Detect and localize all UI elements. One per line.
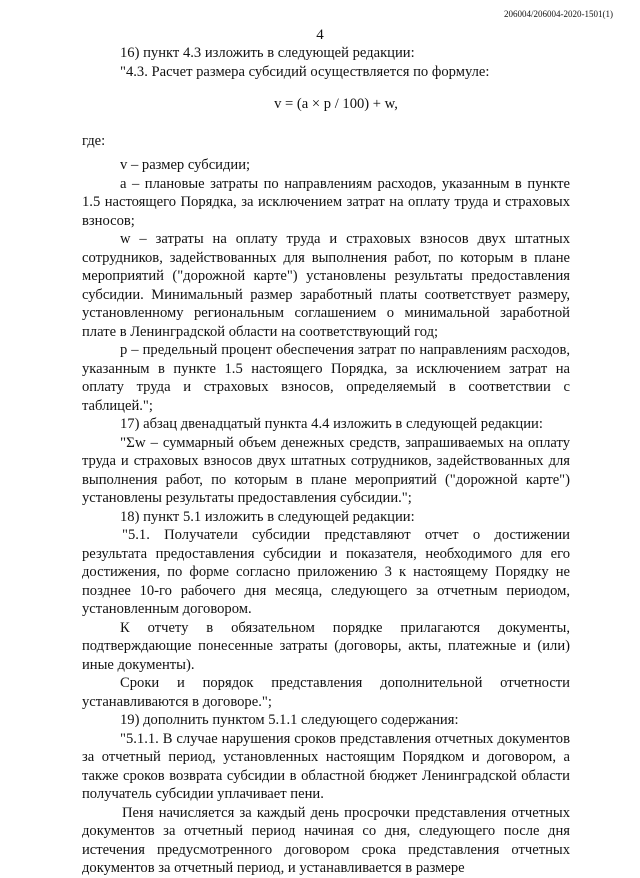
sum-w-text: – суммарный объем денежных средств, запрашиваемых на оплату труда и страховых взносов двух штатных сотрудников, задействованных для выполнения работ, по которым в плане мероприятий ("дорожной карте") установлены результаты предоставления субсидии."; — [82, 434, 570, 506]
definition-w: w – затраты на оплату труда и страховых взносов двух штатных сотрудников, задействованных для выполнения работ, по которым в плане мероприятий ("дорожной карте") установлены результаты предоставления субсидии. Минимальный размер заработный платы соответствует размеру, установленному региональным соглашением о минимальной заработной плате в Ленинградской области на соответствующий год; — [82, 231, 570, 340]
document-body — [82, 44, 570, 878]
definition-sum-w — [82, 434, 570, 508]
paragraph-reporting-terms: Сроки и порядок представления дополнительной отчетности устанавливаются в договоре."; — [82, 675, 570, 710]
definition-a: a – плановые затраты по направлениям расходов, указанным в пункте 1.5 настоящего Порядка, за исключением затрат на оплату труда и страховых взносов; — [82, 175, 570, 229]
paragraph-penalty: Пеня начисляется за каждый день просрочки представления отчетных документов за отчетный период начиная со дня, следующего после дня истечения предусмотренного договором срока представления отчетных документов за отчетный период, и устанавливается в размере — [82, 804, 570, 876]
paragraph-5-1-1: "5.1.1. В случае нарушения сроков представления отчетных документов за отчетный период, установленных настоящим Порядком и договором, а также сроков возврата субсидии в областной бюджет Ленинградской области получатель субсидии уплачивает пени. — [82, 730, 570, 802]
definition-v: v – размер субсидии; — [120, 157, 251, 173]
paragraph-19: 19) дополнить пунктом 5.1.1 следующего содержания: — [120, 712, 459, 728]
paragraph-5-1: "5.1. Получатели субсидии представляют отчет о достижении результата предоставления субсидии и показателя, необходимого для его достижения, по форме согласно приложению 3 к настоящему Порядку не позднее 10-го рабочего дня месяца, следующего за отчетным периодом, установленным договором. — [82, 527, 570, 617]
paragraph-18: 18) пункт 5.1 изложить в следующей редакции: — [120, 508, 415, 525]
definition-p: p – предельный процент обеспечения затрат по направлениям расходов, указанным в пункте 1.5 настоящего Порядка, за исключением затрат на оплату труда и страховых взносов, определяемый в соответствии с таблицей."; — [82, 342, 570, 414]
sum-w-symbol: "Σw — [120, 434, 146, 451]
paragraph-4-3-intro: "4.3. Расчет размера субсидий осуществляется по формуле: — [120, 63, 490, 80]
where-label: где: — [82, 132, 106, 149]
document-id: 206004/206004-2020-1501(1) — [504, 9, 613, 19]
formula: v = (a × p / 100) + w, — [274, 96, 398, 112]
page-number: 4 — [316, 27, 324, 43]
paragraph-report-docs: К отчету в обязательном порядке прилагаются документы, подтверждающие понесенные затраты (договоры, акты, платежные и (или) иные документы). — [82, 619, 570, 673]
paragraph-16: 16) пункт 4.3 изложить в следующей редакции: — [120, 45, 415, 61]
paragraph-17: 17) абзац двенадцатый пункта 4.4 изложить в следующей редакции: — [120, 416, 543, 432]
